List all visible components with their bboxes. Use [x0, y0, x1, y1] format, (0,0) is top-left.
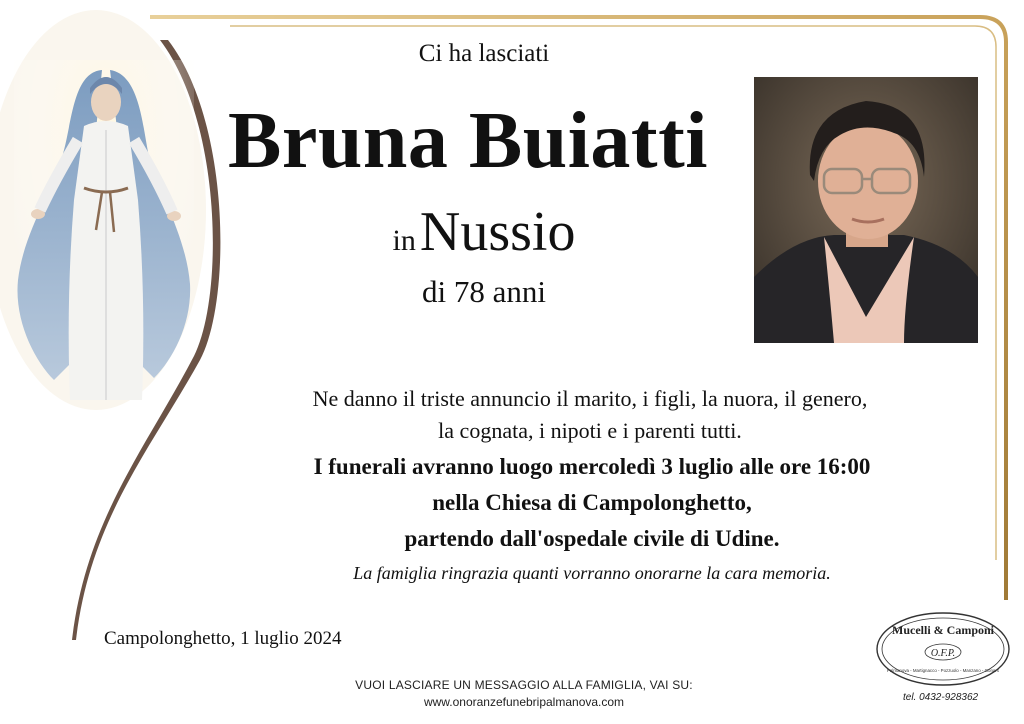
announcement-line-1: Ne danno il triste annuncio il marito, i figli, la nuora, il genero,: [312, 386, 868, 411]
logo-name: Mucelli & Camponi: [892, 623, 994, 637]
married-prefix: in: [392, 224, 416, 257]
thanks-text: La famiglia ringrazia quanti vorranno onorarne la cara memoria.: [353, 563, 831, 583]
message-prompt: VUOI LASCIARE UN MESSAGGIO ALLA FAMIGLIA, VAI SU:: [355, 678, 693, 692]
funeral-home-seal-logo: [874, 610, 1012, 688]
intro-text: Ci ha lasciati: [418, 40, 550, 67]
deceased-portrait-photo: [754, 77, 978, 343]
logo-initials: O.F.P.: [930, 648, 956, 659]
website-link[interactable]: www.onoranzefunebripalmanova.com: [423, 695, 625, 709]
telephone-number: tel. 0432-928362: [903, 692, 979, 703]
funeral-line-1: I funerali avranno luogo mercoledì 3 luglio alle ore 16:00: [313, 454, 871, 479]
funeral-line-2: nella Chiesa di Campolonghetto,: [432, 490, 752, 515]
deceased-name: Bruna Buiatti: [228, 97, 708, 185]
place-date: Campolonghetto, 1 luglio 2024: [104, 628, 342, 649]
funeral-line-3: partendo dall'ospedale civile di Udine.: [404, 526, 780, 551]
logo-towns: Palmanova - Martignacco - Pozzuolo - Manzano - Gonars: [886, 668, 1000, 673]
announcement-line-2: la cognata, i nipoti e i parenti tutti.: [438, 418, 742, 443]
married-surname: Nussio: [419, 201, 576, 263]
age-text: di 78 anni: [422, 274, 546, 309]
